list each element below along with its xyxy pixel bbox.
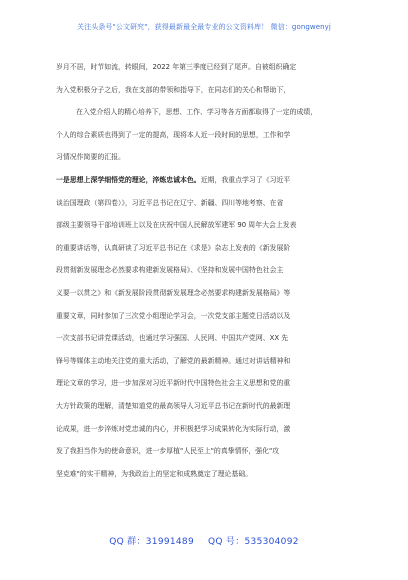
paragraph-line: 在入党介绍人的精心培养下，思想、工作、学习等各方面都取得了一定的成绩， [76, 108, 318, 117]
header-banner: 关注头条号"公文研究"，获得最新最全最专业的公文资料库！ 微信：gongwenyj [77, 23, 331, 31]
document-body [56, 56, 356, 485]
paragraph-line: 一次支部书记讲党课活动，也通过学习强国、人民网、中国共产党网、XX 先 [56, 334, 289, 343]
paragraph-line: 段贯彻新发展理念必然要求构建新发展格局》、《坚持和发展中国特色社会主 [56, 266, 284, 275]
paragraph-line: 坚克难"的实干精神，为我政治上的坚定和成熟奠定了理论基础。 [56, 469, 253, 478]
qq-group: QQ 群：31991489 [109, 537, 194, 547]
paragraph-line: 岁月不居，时节如流，转眼间，2022 年第三季度已经到了尾声。自被组织确定 [56, 63, 297, 71]
paragraph-line: 习情况作简要的汇报。 [56, 153, 125, 162]
paragraph-line: 义要一以贯之》和《新发展阶段贯彻新发展理念必然要求构建新发展格局》等 [56, 288, 291, 297]
paragraph-line: 部级主要领导干部培训班上以及在庆祝中国人民解放军建军 90 周年大会上发表 [56, 221, 297, 230]
paragraph-line: 理论文章的学习，进一步加深对习近平新时代中国特色社会主义思想和党的重 [56, 379, 291, 388]
paragraph-line: 为入党积极分子之后，我在支部的带领和指导下，在同志们的关心和帮助下， [56, 85, 291, 94]
paragraph-line: 发了我担当作为的使命意识，进一步厚植"人民至上"的真挚情怀，强化"攻 [56, 447, 280, 456]
section-first-line-text: 近期，我重点学习了《习近平 [200, 175, 291, 184]
paragraph-line: 的重要讲话等，认真研读了习近平总书记在《求是》杂志上发表的《新发展阶 [56, 243, 291, 252]
paragraph-line: 大方针政策的理解，清楚知道党的最高领导人习近平总书记在新时代的最新理 [56, 401, 291, 410]
paragraph-line: 谈治国理政（第四卷）》，习近平总书记在辽宁、新疆、四川等地考察、在省 [56, 198, 284, 207]
footer-contact [0, 534, 408, 547]
paragraph-line: 个人的综合素质也得到了一定的提高，现将本人近一段时间的思想，工作和学 [56, 130, 291, 139]
paragraph-line: 重要文章，同时参加了三次党小组理论学习会，一次党支部主题党日活动以及 [56, 311, 291, 320]
section-first-line [56, 169, 356, 192]
section-heading: 一是思想上深学细悟党的理论，淬炼忠诚本色。 [56, 175, 201, 184]
paragraph-line: 论成果，进一步淬炼对党忠诚的内心，并积极把学习成果转化为实际行动，激 [56, 424, 291, 433]
qq-number: QQ 号：535304092 [207, 537, 299, 547]
paragraph-line: 锋号等媒体主动地关注党的重大活动，了解党的最新精神。通过对讲话精神和 [56, 356, 291, 365]
